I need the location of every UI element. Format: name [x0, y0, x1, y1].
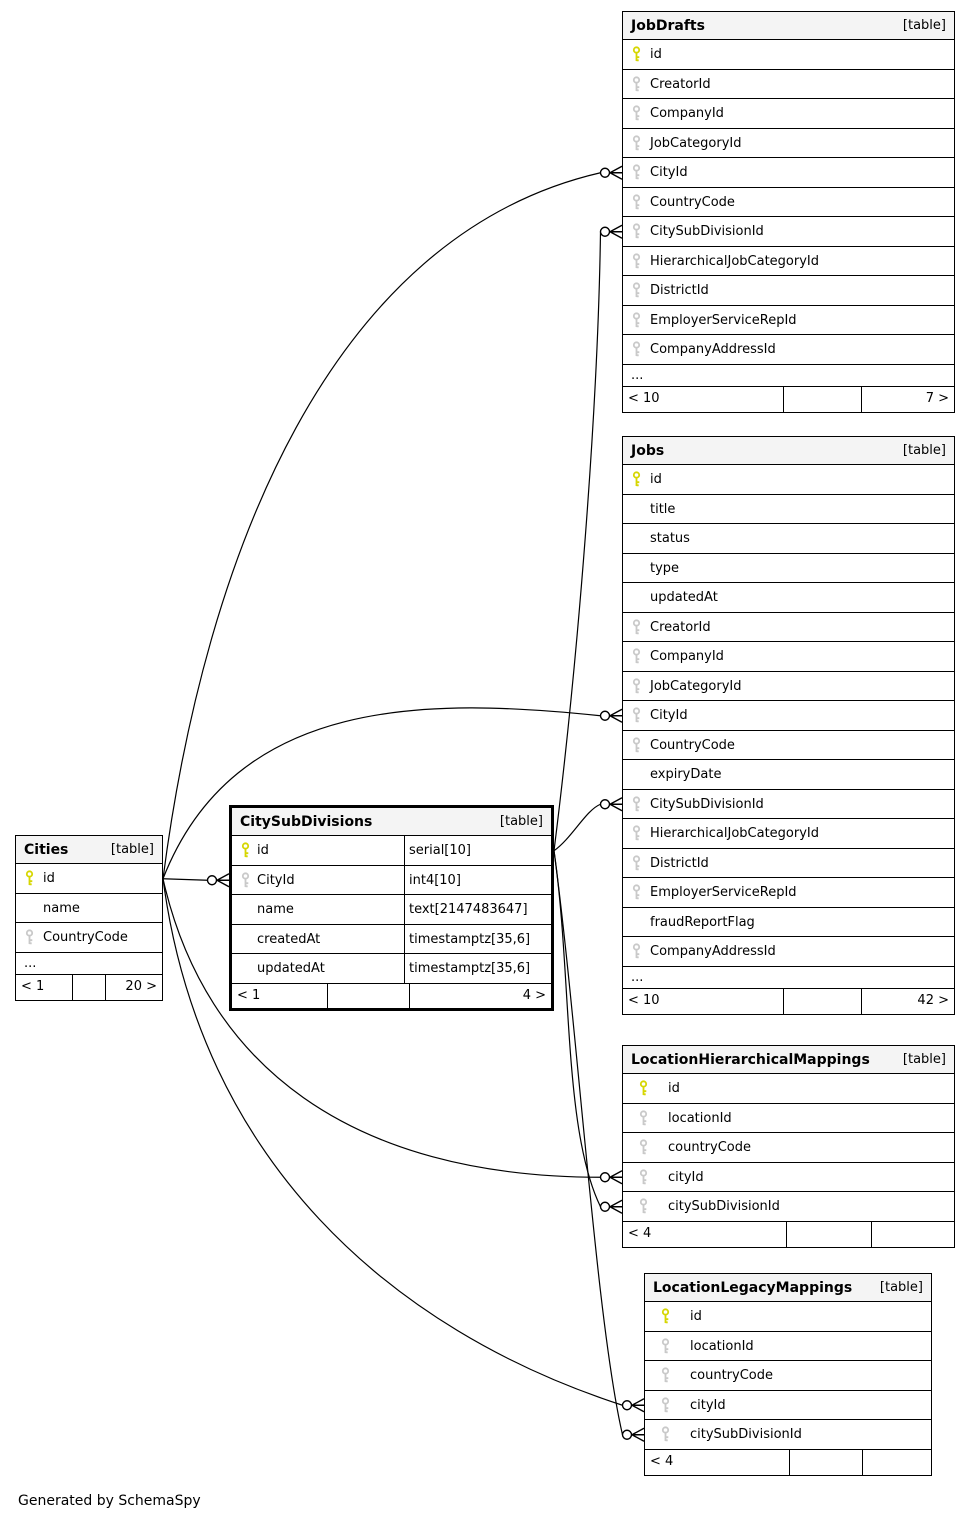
crows-foot-many-marker	[632, 1399, 644, 1412]
column-row	[623, 908, 954, 938]
foreign-key-icon	[631, 135, 642, 151]
column-name: CitySubDivisionId	[650, 796, 764, 812]
column-name: name	[257, 902, 294, 917]
table-jobdrafts	[622, 11, 955, 413]
crows-foot-many-marker	[610, 798, 622, 811]
foreign-key-icon	[631, 648, 642, 664]
column-name: EmployerServiceRepId	[650, 885, 797, 900]
column-name: CountryCode	[650, 194, 735, 210]
zero-or-many-circle-marker	[601, 1173, 610, 1182]
column-name: HierarchicalJobCategoryId	[650, 826, 819, 841]
table-locationlegacymappings	[644, 1273, 932, 1476]
table-title[interactable]: CitySubDivisions	[240, 813, 373, 830]
column-name: HierarchicalJobCategoryId	[650, 253, 819, 269]
column-row	[623, 1104, 954, 1134]
column-name: status	[650, 531, 690, 546]
column-name: id	[690, 1309, 702, 1324]
column-row	[623, 937, 954, 967]
foreign-key-icon	[631, 737, 642, 753]
column-name: id	[650, 472, 662, 487]
primary-key-icon	[240, 842, 251, 858]
footer-spacer	[787, 1222, 872, 1247]
column-row	[623, 524, 954, 554]
foreign-key-icon	[638, 1198, 649, 1214]
fk-relationship-edge	[163, 166, 622, 879]
column-name: cityId	[668, 1169, 704, 1185]
column-row	[623, 306, 954, 336]
foreign-key-icon	[631, 105, 642, 121]
column-row	[645, 1420, 931, 1450]
footer-parents-count: 7 >	[925, 390, 949, 406]
crows-foot-many-marker	[610, 166, 622, 179]
column-name: CityId	[650, 708, 688, 723]
column-row	[623, 760, 954, 790]
column-type: int4[10]	[404, 866, 551, 895]
column-row	[645, 1391, 931, 1421]
table-footer	[645, 1450, 931, 1475]
primary-key-icon	[631, 471, 642, 487]
column-type: serial[10]	[404, 836, 551, 865]
crows-foot-many-marker	[610, 1200, 622, 1213]
column-name: DistrictId	[650, 283, 709, 298]
column-name: countryCode	[690, 1368, 773, 1383]
column-name: id	[668, 1081, 680, 1096]
foreign-key-icon	[631, 253, 642, 269]
foreign-key-icon	[631, 76, 642, 92]
column-row	[232, 836, 551, 866]
column-row	[623, 701, 954, 731]
fk-relationship-edge	[554, 798, 622, 851]
zero-or-many-circle-marker	[601, 800, 610, 809]
footer-children-count: < 4	[645, 1450, 790, 1475]
crows-foot-many-marker	[610, 225, 622, 238]
column-name: createdAt	[257, 931, 321, 947]
column-row	[623, 70, 954, 100]
footer-parents-count: 20 >	[125, 978, 157, 994]
table-type-tag: [table]	[902, 443, 946, 458]
column-row	[623, 554, 954, 584]
primary-key-icon	[24, 870, 35, 886]
footer-children-count: < 1	[16, 975, 73, 1000]
foreign-key-icon	[240, 872, 251, 888]
ellipsis-label: ...	[631, 367, 644, 383]
column-row	[623, 40, 954, 70]
foreign-key-icon	[24, 929, 35, 945]
column-row	[623, 583, 954, 613]
zero-or-many-circle-marker	[623, 1430, 632, 1439]
column-row	[232, 895, 551, 925]
column-row	[232, 866, 551, 896]
column-name: DistrictId	[650, 855, 709, 871]
foreign-key-icon	[631, 164, 642, 180]
primary-key-icon	[660, 1308, 671, 1324]
column-row	[623, 129, 954, 159]
column-row	[232, 925, 551, 955]
foreign-key-icon	[631, 855, 642, 871]
foreign-key-icon	[631, 796, 642, 812]
foreign-key-icon	[631, 678, 642, 694]
primary-key-icon	[631, 46, 642, 62]
footer-spacer	[328, 984, 410, 1008]
column-row	[645, 1302, 931, 1332]
column-name: citySubDivisionId	[690, 1427, 802, 1442]
foreign-key-icon	[660, 1426, 671, 1442]
foreign-key-icon	[660, 1338, 671, 1354]
table-footer	[623, 1222, 954, 1247]
column-row	[645, 1361, 931, 1391]
column-name: locationId	[668, 1110, 732, 1126]
fk-relationship-edge	[554, 851, 622, 1214]
more-columns-row	[16, 953, 162, 975]
column-type: timestamptz[35,6]	[404, 954, 551, 983]
foreign-key-icon	[631, 223, 642, 239]
ellipsis-label: ...	[24, 955, 37, 971]
column-row	[623, 335, 954, 365]
column-row	[16, 864, 162, 894]
table-header	[623, 12, 954, 40]
table-type-tag: [table]	[879, 1280, 923, 1295]
footer-children-count: < 4	[623, 1222, 787, 1247]
column-row	[623, 276, 954, 306]
column-type: text[2147483647]	[404, 895, 551, 924]
column-name: CityId	[257, 872, 295, 888]
column-name: name	[43, 900, 80, 916]
column-row	[623, 1192, 954, 1222]
footer-children-count: < 10	[623, 387, 784, 412]
column-name: cityId	[690, 1397, 726, 1413]
column-row	[623, 158, 954, 188]
table-footer	[232, 984, 551, 1008]
table-type-tag: [table]	[902, 18, 946, 33]
column-row	[623, 495, 954, 525]
column-row	[232, 954, 551, 984]
footer-spacer	[73, 975, 106, 1000]
column-name: JobCategoryId	[650, 678, 742, 694]
foreign-key-icon	[660, 1367, 671, 1383]
column-name: expiryDate	[650, 767, 722, 782]
column-name: CreatorId	[650, 619, 711, 635]
column-row	[623, 1133, 954, 1163]
table-header	[623, 1046, 954, 1074]
zero-or-many-circle-marker	[601, 227, 610, 236]
generator-caption: Generated by SchemaSpy	[18, 1493, 201, 1509]
table-footer	[623, 989, 954, 1014]
column-name: updatedAt	[257, 961, 325, 976]
foreign-key-icon	[631, 312, 642, 328]
footer-spacer	[790, 1450, 863, 1475]
column-name: CitySubDivisionId	[650, 224, 764, 239]
crows-foot-many-marker	[610, 1171, 622, 1184]
column-type: timestamptz[35,6]	[404, 925, 551, 954]
table-title[interactable]: JobDrafts	[631, 17, 705, 34]
column-name: JobCategoryId	[650, 135, 742, 151]
column-row	[623, 731, 954, 761]
fk-relationship-edge	[163, 874, 229, 887]
column-name: type	[650, 560, 680, 576]
column-name: CompanyId	[650, 649, 724, 664]
primary-key-icon	[638, 1080, 649, 1096]
table-title[interactable]: LocationHierarchicalMappings	[631, 1051, 870, 1068]
column-name: citySubDivisionId	[668, 1199, 780, 1214]
column-name: CompanyAddressId	[650, 944, 776, 959]
foreign-key-icon	[631, 194, 642, 210]
foreign-key-icon	[638, 1139, 649, 1155]
column-name: EmployerServiceRepId	[650, 312, 797, 328]
column-name: locationId	[690, 1338, 754, 1354]
column-row	[623, 819, 954, 849]
column-row	[623, 849, 954, 879]
footer-parents-count	[863, 1450, 931, 1475]
table-header	[232, 808, 551, 836]
column-name: id	[257, 843, 269, 858]
footer-parents-count	[872, 1222, 954, 1247]
footer-parents-count: 4 >	[522, 987, 546, 1003]
column-name: CountryCode	[650, 737, 735, 753]
table-type-tag: [table]	[499, 814, 543, 829]
column-row	[623, 217, 954, 247]
crows-foot-many-marker	[632, 1428, 644, 1441]
column-row	[623, 790, 954, 820]
table-citysubdivisions	[229, 805, 554, 1011]
foreign-key-icon	[638, 1110, 649, 1126]
table-header	[16, 836, 162, 864]
column-row	[623, 99, 954, 129]
table-cities	[15, 835, 163, 1001]
column-row	[623, 247, 954, 277]
column-row	[623, 188, 954, 218]
footer-spacer	[784, 387, 862, 412]
footer-parents-count: 42 >	[917, 992, 949, 1008]
foreign-key-icon	[631, 707, 642, 723]
zero-or-many-circle-marker	[601, 711, 610, 720]
column-row	[16, 894, 162, 924]
column-name: id	[43, 871, 55, 886]
table-title[interactable]: Cities	[24, 841, 69, 858]
table-footer	[16, 975, 162, 1000]
footer-children-count: < 1	[232, 984, 328, 1008]
column-row	[623, 1163, 954, 1193]
column-name: id	[650, 47, 662, 62]
zero-or-many-circle-marker	[208, 876, 217, 885]
column-name: CityId	[650, 165, 688, 180]
foreign-key-icon	[631, 282, 642, 298]
table-jobs	[622, 436, 955, 1015]
foreign-key-icon	[631, 943, 642, 959]
column-name: CreatorId	[650, 76, 711, 92]
column-row	[623, 1074, 954, 1104]
crows-foot-many-marker	[610, 709, 622, 722]
more-columns-row	[623, 365, 954, 387]
crows-foot-many-marker	[217, 874, 229, 887]
column-row	[623, 878, 954, 908]
column-name: CompanyId	[650, 106, 724, 121]
footer-spacer	[784, 989, 862, 1014]
foreign-key-icon	[631, 619, 642, 635]
column-name: updatedAt	[650, 590, 718, 605]
column-row	[645, 1332, 931, 1362]
column-name: title	[650, 501, 676, 517]
fk-relationship-edge	[554, 225, 622, 851]
table-header	[623, 437, 954, 465]
more-columns-row	[623, 967, 954, 989]
foreign-key-icon	[660, 1397, 671, 1413]
column-row	[623, 672, 954, 702]
zero-or-many-circle-marker	[601, 168, 610, 177]
column-row	[623, 465, 954, 495]
column-name: CountryCode	[43, 930, 128, 945]
column-name: CompanyAddressId	[650, 342, 776, 357]
foreign-key-icon	[631, 825, 642, 841]
foreign-key-icon	[631, 884, 642, 900]
zero-or-many-circle-marker	[623, 1401, 632, 1410]
table-header	[645, 1274, 931, 1302]
foreign-key-icon	[631, 341, 642, 357]
table-locationhierarchicalmappings	[622, 1045, 955, 1248]
ellipsis-label: ...	[631, 969, 644, 985]
column-name: fraudReportFlag	[650, 914, 755, 930]
column-row	[623, 613, 954, 643]
table-footer	[623, 387, 954, 412]
column-row	[16, 923, 162, 953]
zero-or-many-circle-marker	[601, 1202, 610, 1211]
table-type-tag: [table]	[110, 842, 154, 857]
table-title[interactable]: Jobs	[631, 442, 665, 459]
table-title[interactable]: LocationLegacyMappings	[653, 1279, 853, 1296]
column-name: countryCode	[668, 1140, 751, 1155]
column-row	[623, 642, 954, 672]
foreign-key-icon	[638, 1169, 649, 1185]
footer-children-count: < 10	[623, 989, 784, 1014]
table-type-tag: [table]	[902, 1052, 946, 1067]
